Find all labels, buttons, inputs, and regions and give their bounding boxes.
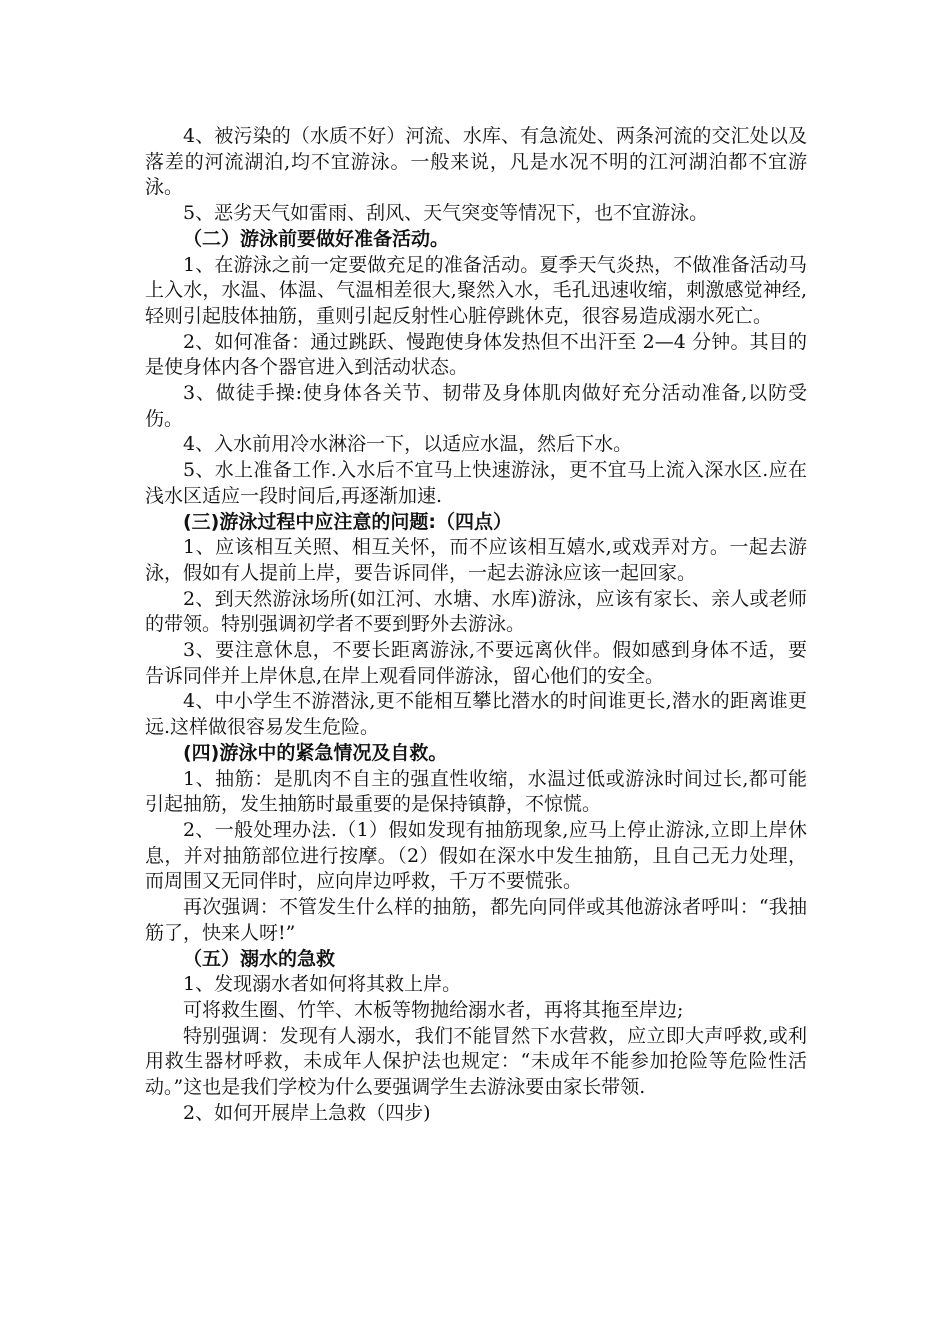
paragraph-calisthenics: 3、做徒手操:使身体各关节、韧带及身体肌肉做好充分活动准备,以防受伤。 <box>145 382 807 430</box>
paragraph-do-not-jump-in: 特别强调：发现有人溺水，我们不能冒然下水营救，应立即大声呼救,或利用救生器材呼救，未成年人保护法也规定：“未成年不能参加抢险等危险性活动。”这也是我们学校为什么要强调学生去游泳要由家长带领. <box>145 1024 807 1099</box>
paragraph-how-to-prepare: 2、如何准备：通过跳跃、慢跑使身体发热但不出汗至 2—4 分钟。其目的是使身体内各个器官进入到活动状态。 <box>145 330 807 379</box>
paragraph-cold-shower: 4、入水前用冷水淋浴一下，以适应水温，然后下水。 <box>183 433 633 456</box>
document-page <box>145 124 807 1126</box>
paragraph-handling-cramps: 2、一般处理办法.（1）假如发现有抽筋现象,应马上停止游泳,立即上岸休息，并对抽筋部位进行按摩。（2）假如在深水中发生抽筋，且自己无力处理，而周围又无同伴时，应向岸边呼救，千万不要慌张。 <box>145 818 807 893</box>
paragraph-water-preparation: 5、水上准备工作.入水后不宜马上快速游泳，更不宜马上流入深水区.应在浅水区适应一段时间后,再逐渐加速. <box>145 459 807 507</box>
paragraph-care-for-each-other: 1、应该相互关照、相互关怀，而不应该相互嬉水,或戏弄对方。一起去游泳，假如有人提前上岸，要告诉同伴，一起去游泳应该一起回家。 <box>145 536 807 584</box>
paragraph-no-diving: 4、中小学生不游潜泳,更不能相互攀比潜水的时间谁更长,潜水的距离谁更远.这样做很容易发生危险。 <box>145 690 807 739</box>
paragraph-call-for-help: 再次强调：不管发生什么样的抽筋，都先向同伴或其他游泳者呼叫：“我抽筋了，快来人呀!” <box>145 896 807 944</box>
paragraph-natural-swimming-sites: 2、到天然游泳场所(如江河、水塘、水库)游泳，应该有家长、亲人或老师的带领。特别强调初学者不要到野外去游泳。 <box>145 587 807 636</box>
paragraph-polluted-waters: 4、被污染的（水质不好）河流、水库、有急流处、两条河流的交汇处以及落差的河流湖泊,均不宜游泳。一般来说，凡是水况不明的江河湖泊都不宜游泳。 <box>145 125 807 199</box>
section-heading-emergencies: (四)游泳中的紧急情况及自救。 <box>183 741 448 764</box>
paragraph-shore-first-aid: 2、如何开展岸上急救（四步) <box>183 1101 431 1124</box>
paragraph-throw-flotation: 可将救生圈、竹竿、木板等物抛给溺水者，再将其拖至岸边; <box>183 998 684 1021</box>
paragraph-warmup-importance: 1、在游泳之前一定要做充足的准备活动。夏季天气炎热，不做准备活动马上入水，水温、体温、气温相差很大,聚然入水，毛孔迅速收缩，刺激感觉神经,轻则引起肢体抽筋，重则引起反射性心脏停跳休克，很容易造成溺水死亡。 <box>145 253 807 327</box>
paragraph-bad-weather: 5、恶劣天气如雷雨、刮风、天气突变等情况下，也不宜游泳。 <box>183 202 709 225</box>
section-heading-drowning-rescue: （五）溺水的急救 <box>183 947 336 970</box>
paragraph-rest: 3、要注意休息，不要长距离游泳,不要远离伙伴。假如感到身体不适，要告诉同伴并上岸休息,在岸上观看同伴游泳，留心他们的安全。 <box>145 639 807 687</box>
paragraph-cramps: 1、抽筋：是肌肉不自主的强直性收缩，水温过低或游泳时间过长,都可能引起抽筋，发生抽筋时最重要的是保持镇静，不惊慌。 <box>145 767 807 816</box>
section-heading-preparation: （二）游泳前要做好准备活动。 <box>183 227 450 250</box>
section-heading-swimming-issues: (三)游泳过程中应注意的问题:（四点） <box>183 510 512 533</box>
paragraph-rescue-ashore: 1、发现溺水者如何将其救上岸。 <box>183 973 462 996</box>
